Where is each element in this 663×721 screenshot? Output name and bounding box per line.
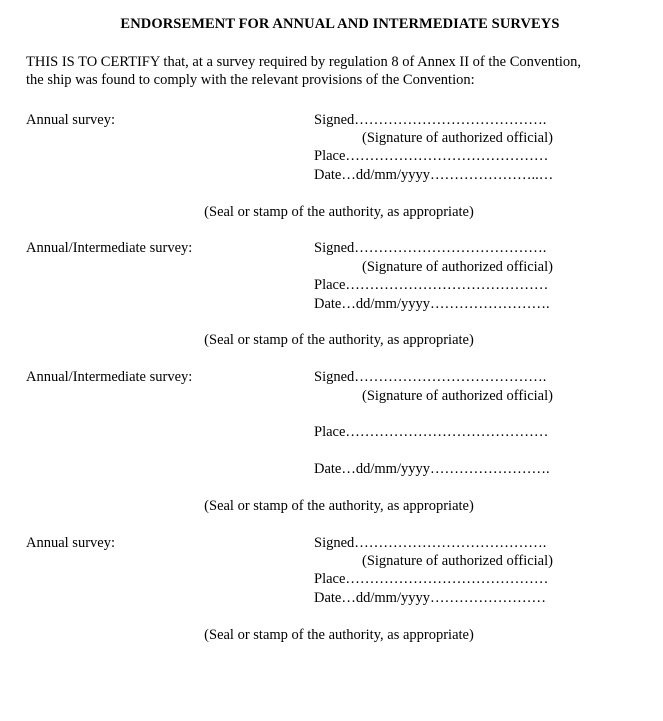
- signature-caption-3: (Signature of authorized official): [362, 388, 553, 404]
- survey-label-annual-1: Annual survey:: [26, 112, 115, 128]
- signed-line-2: Signed………………………………….: [314, 240, 547, 256]
- certification-statement: [26, 53, 656, 89]
- date-line-3: Date…dd/mm/yyyy…………………….: [314, 461, 550, 477]
- certification-line-1: THIS IS TO CERTIFY that, at a survey required by regulation 8 of Annex II of the Convention,: [26, 54, 582, 70]
- place-line-1: Place……………………………………: [314, 148, 549, 164]
- seal-note-3: (Seal or stamp of the authority, as appropriate): [204, 498, 474, 514]
- date-line-1: Date…dd/mm/yyyy…………………..…: [314, 167, 554, 183]
- certification-line-2: the ship was found to comply with the relevant provisions of the Convention:: [26, 72, 475, 88]
- survey-label-intermediate-3: Annual/Intermediate survey:: [26, 369, 193, 385]
- date-line-4: Date…dd/mm/yyyy……………………: [314, 590, 546, 606]
- signature-caption-4: (Signature of authorized official): [362, 553, 553, 569]
- signature-caption-2: (Signature of authorized official): [362, 259, 553, 275]
- place-line-3: Place……………………………………: [314, 424, 549, 440]
- seal-note-4: (Seal or stamp of the authority, as appropriate): [204, 627, 474, 643]
- signed-line-1: Signed………………………………….: [314, 112, 547, 128]
- page-title: ENDORSEMENT FOR ANNUAL AND INTERMEDIATE SURVEYS: [120, 16, 560, 32]
- place-line-2: Place……………………………………: [314, 277, 549, 293]
- seal-note-1: (Seal or stamp of the authority, as appropriate): [204, 204, 474, 220]
- survey-label-annual-4: Annual survey:: [26, 535, 115, 551]
- place-line-4: Place……………………………………: [314, 571, 549, 587]
- signed-line-4: Signed………………………………….: [314, 535, 547, 551]
- seal-note-2: (Seal or stamp of the authority, as appropriate): [204, 332, 474, 348]
- signed-line-3: Signed………………………………….: [314, 369, 547, 385]
- date-line-2: Date…dd/mm/yyyy…………………….: [314, 296, 550, 312]
- survey-label-intermediate-2: Annual/Intermediate survey:: [26, 240, 193, 256]
- signature-caption-1: (Signature of authorized official): [362, 130, 553, 146]
